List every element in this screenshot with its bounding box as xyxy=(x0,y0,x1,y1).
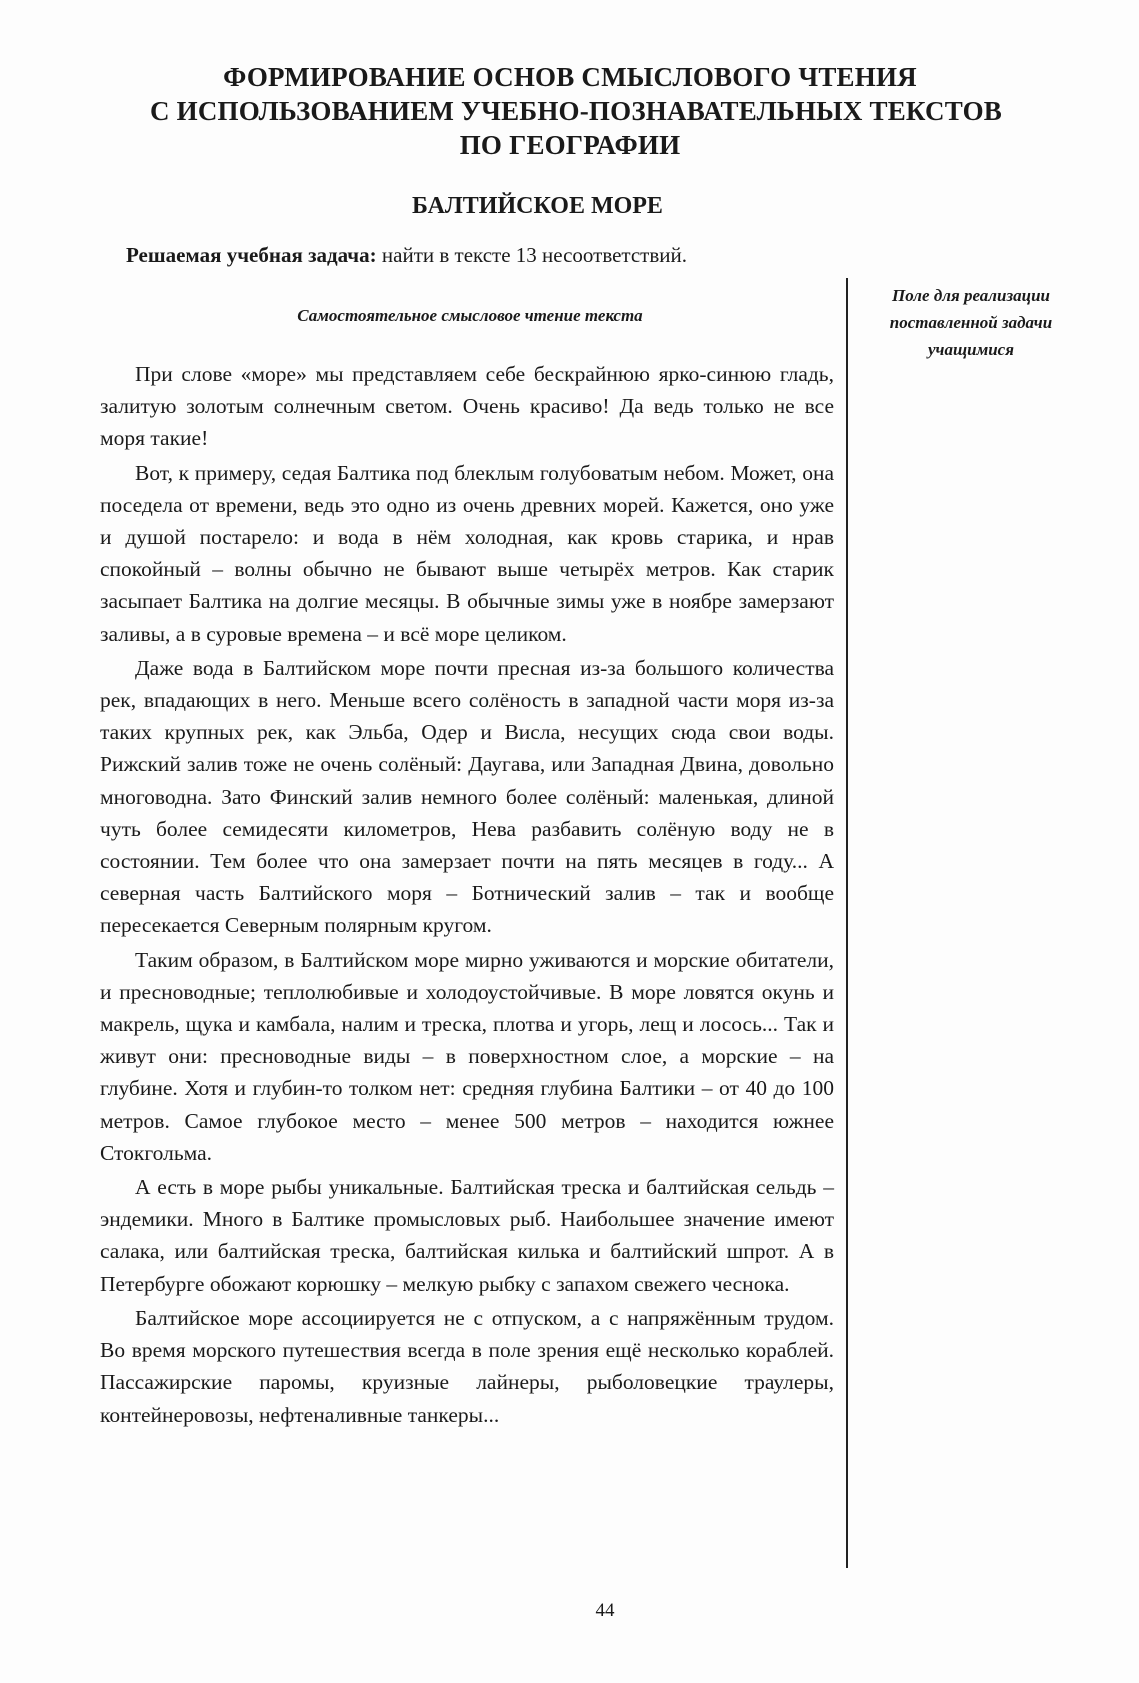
paragraph: При слове «море» мы представляем себе бескрайнюю ярко-синюю гладь, залитую золотым солнечным светом. Очень красиво! Да ведь только не все моря такие! xyxy=(100,362,834,451)
page-heading xyxy=(150,60,1003,162)
side-caption-line: Поле для реализации xyxy=(892,286,1050,305)
paragraph: Вот, к примеру, седая Балтика под блеклым голубоватым небом. Может, она поседела от времени, ведь это одно из очень древних морей. Кажется, оно уже и душой постарело: и вода в нём холодная, как кровь старика, и нрав спокойный – волны обычно не бывают выше четырёх метров. Как старик засыпает Балтика на долгие месяцы. В обычные зимы уже в ноябре замерзают заливы, а в суровые времена – и всё море целиком. xyxy=(100,460,834,646)
section-title: БАЛТИЙСКОЕ МОРЕ xyxy=(412,193,663,219)
heading-line: С ИСПОЛЬЗОВАНИЕМ УЧЕБНО-ПОЗНАВАТЕЛЬНЫХ ТЕКСТОВ xyxy=(150,96,1003,126)
paragraph: Даже вода в Балтийском море почти пресная из-за большого количества рек, впадающих в него. Меньше всего солёность в западной части моря из-за таких крупных рек, как Эльба, Одер и Висла, несущих сюда свои воды. Рижский залив тоже не очень солёный: Даугава, или Западная Двина, довольно многоводна. Зато Финский залив немного более солёный: маленькая, длиной чуть более семидесяти километров, Нева разбавить солёную воду не в состоянии. Тем более что она замерзает почти на пять месяцев в году... А северная часть Балтийского моря – Ботнический залив – так и вообще пересекается Северным полярным кругом. xyxy=(100,655,834,938)
side-column-caption xyxy=(862,282,1080,363)
article-body xyxy=(100,358,834,1431)
page-number: 44 xyxy=(595,1600,615,1621)
task-text: найти в тексте 13 несоответствий. xyxy=(376,243,688,267)
column-divider xyxy=(846,278,848,1568)
main-column-caption: Самостоятельное смысловое чтение текста xyxy=(297,306,643,325)
paragraph: Балтийское море ассоциируется не с отпуском, а с напряжённым трудом. Во время морского путешествия всегда в поле зрения ещё несколько кораблей. Пассажирские паромы, круизные лайнеры, рыболовецкие траулеры, контейнеровозы, нефтеналивные танкеры... xyxy=(100,1305,834,1427)
side-caption-line: учащимися xyxy=(928,340,1014,359)
paragraph: А есть в море рыбы уникальные. Балтийская треска и балтийская сельдь – эндемики. Много в Балтике промысловых рыб. Наибольшее значение имеют салака, или балтийская треска, балтийская килька и балтийский шпрот. А в Петербурге обожают корюшку – мелкую рыбку с запахом свежего чеснока. xyxy=(100,1175,834,1296)
heading-line: ФОРМИРОВАНИЕ ОСНОВ СМЫСЛОВОГО ЧТЕНИЯ xyxy=(223,62,917,92)
side-caption-line: поставленной задачи xyxy=(889,313,1053,332)
learning-task xyxy=(126,243,886,268)
paragraph: Таким образом, в Балтийском море мирно уживаются и морские обитатели, и пресноводные; теплолюбивые и холодоустойчивые. В море ловятся окунь и макрель, щука и камбала, налим и треска, плотва и угорь, лещ и лосось... Так и живут они: пресноводные виды – в поверхностном слое, а морские – на глубине. Хотя и глубин-то толком нет: средняя глубина Балтики – от 40 до 100 метров. Самое глубокое место – менее 500 метров – находится южнее Стокгольма. xyxy=(100,947,834,1165)
task-label: Решаемая учебная задача: xyxy=(126,243,377,267)
heading-line: ПО ГЕОГРАФИИ xyxy=(459,130,681,160)
